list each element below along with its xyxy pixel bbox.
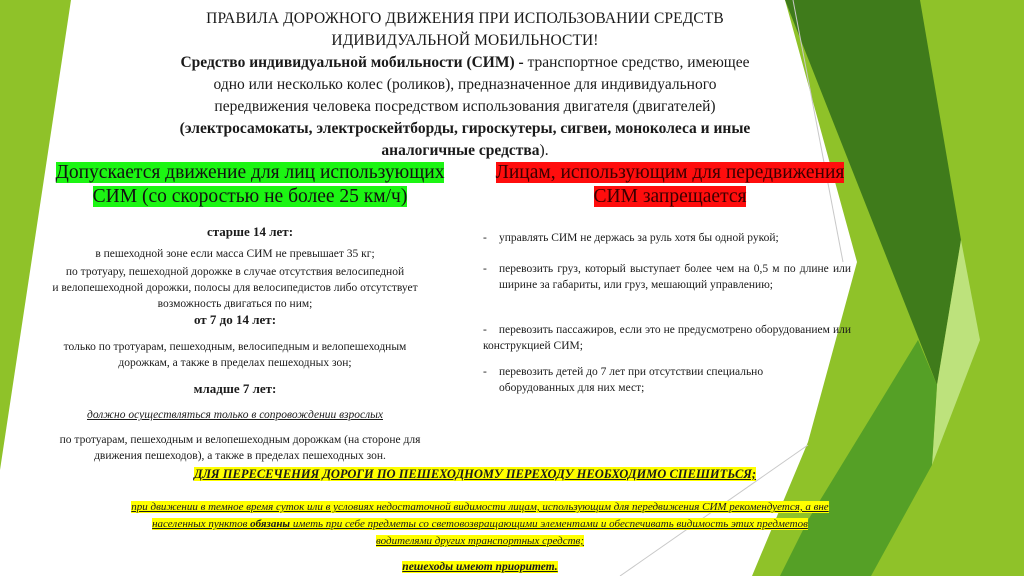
age-group-14-plus-rules bbox=[20, 246, 450, 312]
forbidden-item-text: перевозить груз, который выступает более чем на 0,5 м по длине или ширине за габариты, или груз, мешающий управлению; bbox=[499, 263, 851, 291]
age-group-under-7-note: должно осуществляться только в сопровождении взрослых bbox=[87, 409, 383, 421]
forbidden-item-body bbox=[483, 322, 851, 354]
definition-line-2: одно или несколько колес (роликов), предназначенное для индивидуального bbox=[213, 76, 717, 93]
allowed-heading-text-2: СИМ (со скоростью не более 25 км/ч) bbox=[92, 186, 408, 207]
allowed-heading-line-1 bbox=[40, 161, 460, 185]
title-block bbox=[120, 8, 810, 162]
rule-line: в пешеходной зоне если масса СИМ не превышает 35 кг; bbox=[95, 248, 375, 260]
dash-bullet-icon: - bbox=[483, 324, 487, 336]
forbidden-heading-text-1: Лицам, использующим для передвижения bbox=[495, 162, 845, 183]
definition-examples-1 bbox=[120, 118, 810, 140]
rule-line: возможность двигаться по ним; bbox=[157, 298, 313, 310]
night-text-bold: обязаны bbox=[250, 518, 291, 530]
forbidden-item-text: перевозить детей до 7 лет при отсутствии специально оборудованных для них мест; bbox=[499, 366, 764, 394]
allowed-heading-text-1: Допускается движение для лиц использующих bbox=[55, 162, 445, 183]
rule-line: движения пешеходов), а также в пределах пешеходных зон. bbox=[94, 450, 386, 462]
age-group-under-7-rules bbox=[20, 432, 460, 464]
page-title-line-2: ИДИВИДУАЛЬНОЙ МОБИЛЬНОСТИ! bbox=[331, 32, 599, 49]
age-group-14-plus-label: старше 14 лет: bbox=[206, 224, 294, 239]
rule-line: и велопешеходной дорожки, полосы для велосипедистов либо отсутствует bbox=[52, 282, 418, 294]
age-group-7-14-rules bbox=[20, 339, 450, 371]
night-text-2a: населенных пунктов bbox=[152, 518, 251, 530]
page-title-line-1: ПРАВИЛА ДОРОЖНОГО ДВИЖЕНИЯ ПРИ ИСПОЛЬЗОВАНИИ СРЕДСТВ bbox=[206, 10, 724, 27]
definition-line-3: передвижения человека посредством использования двигателя (двигателей) bbox=[214, 98, 716, 115]
forbidden-item-text: перевозить пассажиров, если это не предусмотрено оборудованием или конструкцией СИМ; bbox=[483, 324, 851, 352]
dash-bullet-icon: - bbox=[483, 232, 487, 244]
forbidden-item bbox=[483, 261, 851, 293]
forbidden-item-text: управлять СИМ не держась за руль хотя бы одной рукой; bbox=[499, 232, 779, 244]
forbidden-heading-line-2 bbox=[480, 185, 860, 209]
examples-bold-1: (электросамокаты, электроскейтборды, гироскутеры, сигвеи, моноколеса и иные bbox=[179, 120, 751, 137]
rule-line: по тротуару, пешеходной дорожке в случае отсутствия велосипедной bbox=[65, 266, 405, 278]
forbidden-heading bbox=[480, 161, 860, 209]
night-text-1: при движении в темное время суток или в условиях недостаточной видимости лицам, использующим для передвижения СИМ рекомендуется, а вне bbox=[131, 501, 829, 513]
crossing-notice-text: ДЛЯ ПЕРЕСЕЧЕНИЯ ДОРОГИ ПО ПЕШЕХОДНОМУ ПЕРЕХОДУ НЕОБХОДИМО СПЕШИТЬСЯ; bbox=[193, 467, 757, 481]
forbidden-item bbox=[483, 230, 851, 246]
dash-bullet-icon: - bbox=[483, 263, 487, 275]
forbidden-item bbox=[483, 322, 851, 354]
examples-bold-2: аналогичные средства bbox=[381, 142, 540, 159]
priority-notice bbox=[300, 557, 660, 575]
rule-line: только по тротуарам, пешеходным, велосипедным и велопешеходным bbox=[63, 341, 407, 353]
definition-examples-2 bbox=[120, 140, 810, 162]
night-visibility-notice bbox=[50, 498, 910, 549]
night-text-3: водителями других транспортных средств; bbox=[376, 535, 584, 547]
forbidden-item bbox=[483, 364, 813, 396]
night-line-2 bbox=[50, 515, 910, 532]
priority-notice-text: пешеходы имеют приоритет. bbox=[402, 561, 558, 573]
rule-line: дорожкам, а также в пределах пешеходных зон; bbox=[118, 357, 352, 369]
allowed-heading bbox=[40, 161, 460, 209]
night-text-2b: иметь при себе предметы со световозвращающими элементами и обеспечивать видимость этих предметов bbox=[290, 518, 808, 530]
definition-term: Средство индивидуальной мобильности (СИМ) - bbox=[180, 54, 524, 71]
night-line-3 bbox=[50, 532, 910, 549]
forbidden-heading-text-2: СИМ запрещается bbox=[593, 186, 747, 207]
examples-end: ). bbox=[539, 142, 549, 159]
definition-text-1: транспортное средство, имеющее bbox=[523, 54, 750, 71]
night-line-1 bbox=[50, 498, 910, 515]
crossing-notice bbox=[150, 465, 800, 483]
forbidden-heading-line-1 bbox=[480, 161, 860, 185]
dash-bullet-icon: - bbox=[483, 366, 487, 378]
definition-line-1 bbox=[120, 52, 810, 74]
allowed-heading-line-2 bbox=[40, 185, 460, 209]
age-group-under-7-label: младше 7 лет: bbox=[193, 381, 277, 396]
rule-line: по тротуарам, пешеходным и велопешеходным дорожкам (на стороне для bbox=[59, 434, 421, 446]
age-group-7-14-label: от 7 до 14 лет: bbox=[193, 312, 277, 327]
